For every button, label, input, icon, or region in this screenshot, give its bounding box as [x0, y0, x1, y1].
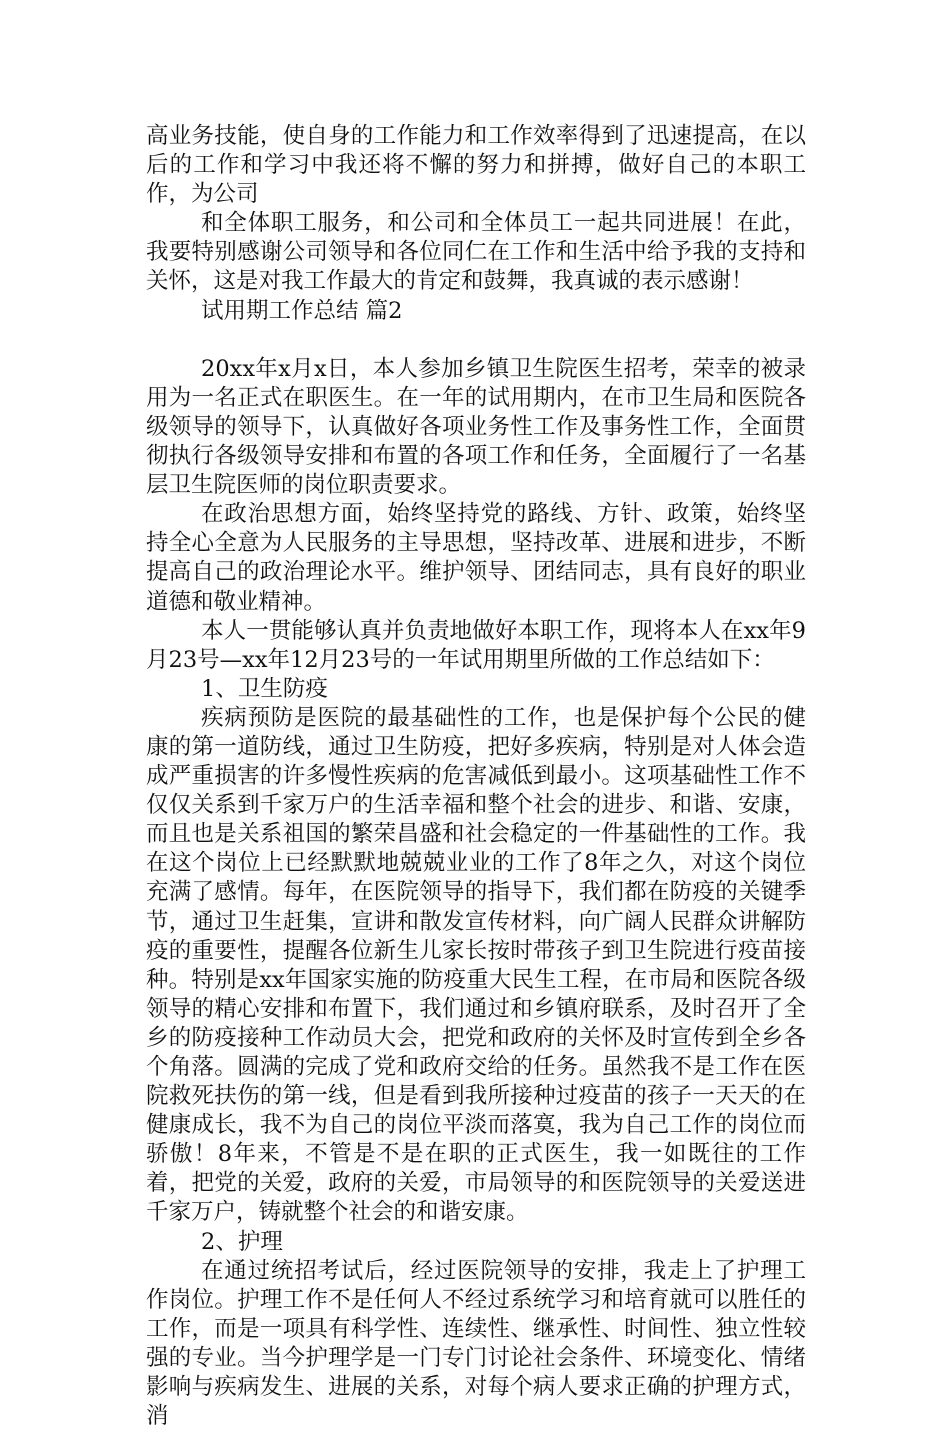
paragraph-continuation: 高业务技能，使自身的工作能力和工作效率得到了迅速提高，在以后的工作和学习中我还将不懈的努力和拼搏，做好自己的本职工作，为公司: [146, 123, 806, 208]
paragraph-epidemic-prevention: 疾病预防是医院的最基础性的工作，也是保护每个公民的健康的第一道防线，通过卫生防疫，把好多疾病，特别是对人体会造成严重损害的许多慢性疾病的危害减低到最小。这项基础性工作不仅仅关系到千家万户的生活幸福和整个社会的进步、和谐、安康，而且也是关系祖国的繁荣昌盛和社会稳定的一件基础性的工作。我在这个岗位上已经默默地兢兢业业的工作了8年之久，对这个岗位充满了感情。每年，在医院领导的指导下，我们都在防疫的关键季节，通过卫生赶集，宣讲和散发宣传材料，向广阔人民群众讲解防疫的重要性，提醒各位新生儿家长按时带孩子到卫生院进行疫苗接种。特别是xx年国家实施的防疫重大民生工程，在市局和医院各级领导的精心安排和布置下，我们通过和乡镇府联系，及时召开了全乡的防疫接种工作动员大会，把党和政府的关怀及时宣传到全乡各个角落。圆满的完成了党和政府交给的任务。虽然我不是工作在医院救死扶伤的第一线，但是看到我所接种过疫苗的孩子一天天的在健康成长，我不为自己的岗位平淡而落寞，我为自己工作的岗位而骄傲！8年来，不管是不是在职的正式医生，我一如既往的工作着，把党的关爱，政府的关爱，市局领导的和医院领导的关爱送进千家万户，铸就整个社会的和谐安康。: [146, 704, 806, 1226]
document-body: [146, 122, 806, 1431]
paragraph-intro: 20xx年x月x日，本人参加乡镇卫生院医生招考，荣幸的被录用为一名正式在职医生。在一年的试用期内，在市卫生局和医院各级领导的领导下，认真做好各项业务性工作及事务性工作，全面贯彻执行各级领导安排和布置的各项工作和任务，全面履行了一名基层卫生院医师的岗位职责要求。: [146, 355, 806, 499]
heading-nursing: 2、护理: [201, 1228, 283, 1255]
heading-epidemic-prevention: 1、卫生防疫: [201, 675, 328, 702]
paragraph-nursing: 在通过统招考试后，经过医院领导的安排，我走上了护理工作岗位。护理工作不是任何人不经过系统学习和培育就可以胜任的工作，而是一项具有科学性、连续性、继承性、时间性、独立性较强的专业。当今护理学是一门专门讨论社会条件、环境变化、情绪影响与疾病发生、进展的关系，对每个病人要求正确的护理方式，消: [146, 1257, 806, 1430]
section-title: 试用期工作总结 篇2: [201, 297, 403, 324]
paragraph-thanks: 和全体职工服务，和公司和全体员工一起共同进展！在此，我要特别感谢公司领导和各位同仁在工作和生活中给予我的支持和关怀，这是对我工作最大的肯定和鼓舞，我真诚的表示感谢！: [146, 210, 806, 295]
paragraph-summary-intro: 本人一贯能够认真并负责地做好本职工作，现将本人在xx年9月23号—xx年12月23号的一年试用期里所做的工作总结如下：: [146, 617, 806, 673]
blank-line: [146, 326, 806, 355]
paragraph-politics: 在政治思想方面，始终坚持党的路线、方针、政策，始终坚持全心全意为人民服务的主导思想，坚持改革、进展和进步，不断提高自己的政治理论水平。维护领导、团结同志，具有良好的职业道德和敬业精神。: [146, 501, 806, 615]
